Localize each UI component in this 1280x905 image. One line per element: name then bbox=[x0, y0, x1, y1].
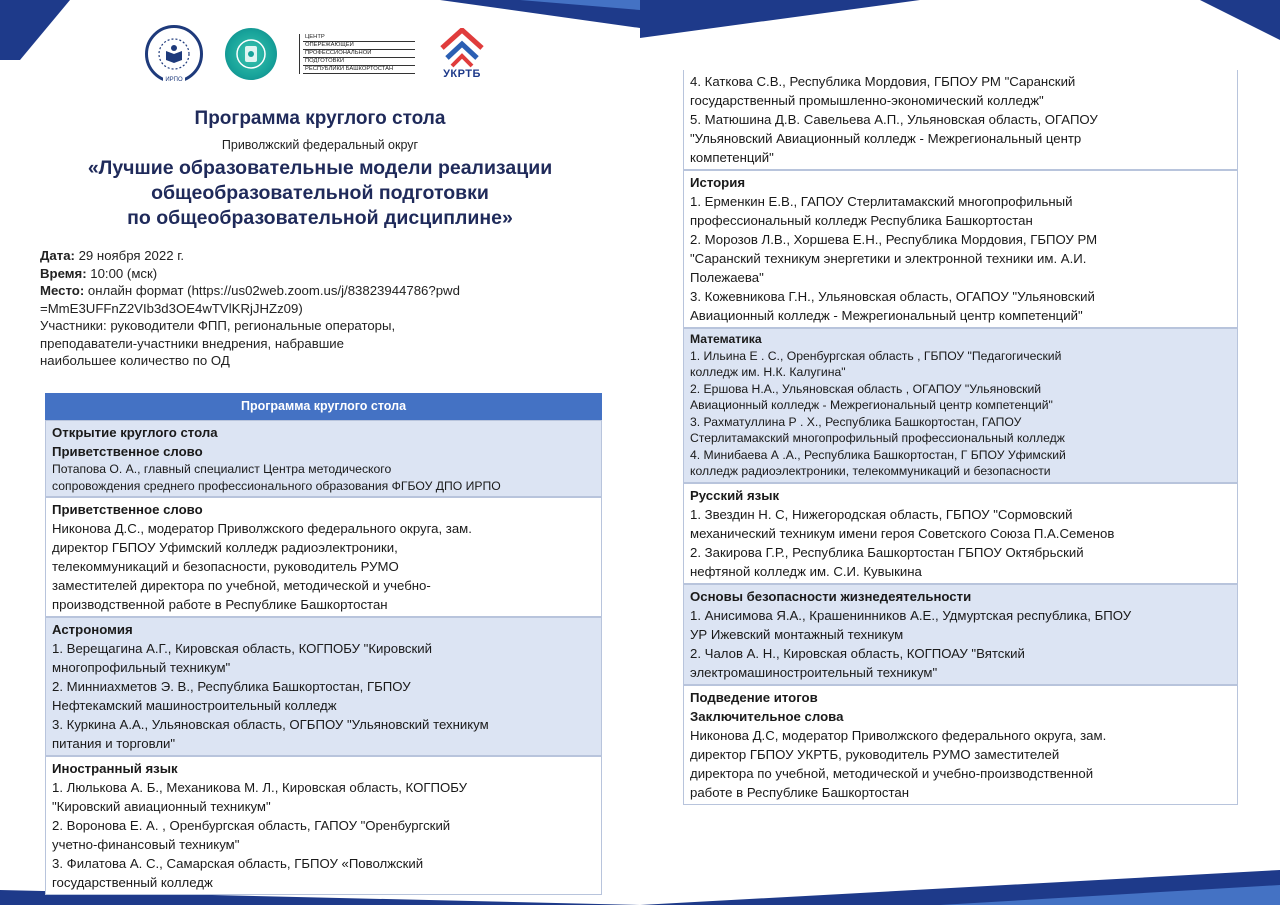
district-subtitle: Приволжский федеральный округ bbox=[221, 138, 419, 152]
irpo-caption: ИРПО bbox=[165, 77, 183, 83]
section-russian: Русский язык 1. Звездин Н. С, Нижегородская область, ГБПОУ "Сормовский механический техникум имени героя Советского Союза П.А.Семенов 2. Закирова Г.Р., Республика Башкортостан ГБПОУ Октябрьский нефтяной колледж им. С.И. Кувыкина bbox=[683, 483, 1238, 584]
place-line: Место: онлайн формат (https://us02web.zoom.us/j/83823944786?pwd bbox=[40, 283, 460, 298]
section-history: История 1. Ерменкин Е.В., ГАПОУ Стерлитамакский многопрофильный профессиональный колледж Республика Башкортостан 2. Морозов Л.В., Хоршева Е.Н., Республика Мордовия, ГБПОУ РМ "Саранский техникум энергетики и электронной техники им. А.И. Полежаева" 3. Кожевникова Г.Н., Ульяновская область, ОГАПОУ "Ульяновский Авиационный колледж - Межрегиональный центр компетенций" bbox=[683, 170, 1238, 328]
section-mathematics: Математика 1. Ильина Е . С., Оренбургская область , ГБПОУ "Педагогический колледж им. Н.К. Калугина" 2. Ершова Н.А., Ульяновская область , ОГАПОУ "Ульяновский Авиационный колледж - Межрегиональный центр компетенций" 3. Рахматуллина Р . Х., Республика Башкортостан, ГАПОУ Стерлитамакский многопрофильный профессиональный колледж 4. Минибаева А .А., Республика Башкортостан, Г БПОУ Уфимский колледж радиоэлектроники, телекоммуникаций и безопасности bbox=[683, 328, 1238, 483]
page-title: Программа круглого стола bbox=[194, 108, 446, 129]
logos-row bbox=[145, 24, 487, 84]
date-line: Дата: 29 ноября 2022 г. bbox=[40, 248, 185, 263]
zoom-link[interactable]: онлайн формат (https://us02web.zoom.us/j/83823944786?pwd bbox=[84, 283, 460, 298]
section-continuation: 4. Каткова С.В., Республика Мордовия, ГБПОУ РМ "Саранский государственный промышленно-экономический колледж" 5. Матюшина Д.В. Савельева А.П., Ульяновская область, ОГАПОУ "Ульяновский Авиационный колледж - Межрегиональный центр компетенций" bbox=[683, 70, 1238, 170]
green-emblem-logo bbox=[225, 28, 277, 80]
section-astronomy: Астрономия 1. Верещагина А.Г., Кировская область, КОГПОБУ "Кировский многопрофильный техникум" 2. Минниахметов Э. В., Республика Башкортостан, ГБПОУ Нефтекамский машиностроительный колледж 3. Куркина А.А., Ульяновская область, ОГБПОУ "Ульяновский техникум питания и торговли" bbox=[45, 617, 602, 756]
time-line: Время: 10:00 (мск) bbox=[40, 265, 158, 281]
right-page bbox=[640, 0, 1280, 905]
section-life-safety: Основы безопасности жизнедеятельности 1. Анисимова Я.А., Крашенинников А.Е., Удмуртская республика, БПОУ УР Ижевский монтажный техникум 2. Чалов А. Н., Кировская область, КОГПОАУ "Вятский электромашиностроительный техникум" bbox=[683, 584, 1238, 685]
topic-title: «Лучшие образовательные модели реализации общеобразовательной подготовки по общеобразовательной дисциплине» bbox=[87, 157, 553, 229]
zoom-link-continued[interactable]: =MmE3UFFnZ2VIb3d3OE4wTVlKRjJHZz09) bbox=[40, 300, 303, 316]
emblem-icon bbox=[233, 36, 269, 72]
ukrtb-emblem-icon bbox=[437, 28, 487, 68]
center-logo: ЦЕНТР ОПЕРЕЖАЮЩЕЙ ПРОФЕССИОНАЛЬНОЙ ПОДГОТОВКИ РЕСПУБЛИКИ БАШКОРТОСТАН bbox=[299, 34, 415, 74]
program-table-right bbox=[683, 70, 1238, 805]
section-opening: Открытие круглого стола Приветственное слово Потапова О. А., главный специалист Центра методического сопровождения среднего профессионального образования ФГБОУ ДПО ИРПО bbox=[45, 420, 602, 497]
top-right-wave-decoration bbox=[640, 0, 1280, 60]
irpo-logo bbox=[145, 25, 203, 83]
bottom-right-wave-decoration bbox=[640, 860, 1280, 905]
section-welcome: Приветственное слово Никонова Д.С., модератор Приволжского федерального округа, зам. директор ГБПОУ Уфимский колледж радиоэлектроники, телекоммуникаций и безопасности, руководитель РУМО заместителей директора по учебной, методической и учебно- производственной работе в Республике Башкортостан bbox=[45, 497, 602, 617]
program-table-left bbox=[45, 393, 602, 895]
ukrtb-logo: УКРТБ bbox=[437, 28, 487, 80]
section-foreign-language: Иностранный язык 1. Люлькова А. Б., Механикова М. Л., Кировская область, КОГПОБУ "Кировский авиационный техникум" 2. Воронова Е. А. , Оренбургская область, ГАПОУ "Оренбургский учетно-финансовый техникум" 3. Филатова А. С., Самарская область, ГБПОУ «Поволжский государственный колледж bbox=[45, 756, 602, 895]
book-icon bbox=[157, 37, 191, 71]
table-heading: Программа круглого стола bbox=[45, 393, 602, 420]
section-closing: Подведение итогов Заключительное слова Никонова Д.С, модератор Приволжского федерального округа, зам. директор ГБПОУ УКРТБ, руководитель РУМО заместителей директора по учебной, методической и учебно-производственной работе в Республике Башкортостан bbox=[683, 685, 1238, 805]
event-info: Дата: 29 ноября 2022 г. Время: 10:00 (мск) Место: онлайн формат (https://us02web.zoom.us/j/83823944786?pwd =MmE3UFFnZ2VIb3d3OE4wTVlKRjJHZz09) Участники: руководители ФПП, региональные операторы, преподаватели-участники внедрения, набравшие наибольшее количество по ОД bbox=[40, 247, 600, 370]
